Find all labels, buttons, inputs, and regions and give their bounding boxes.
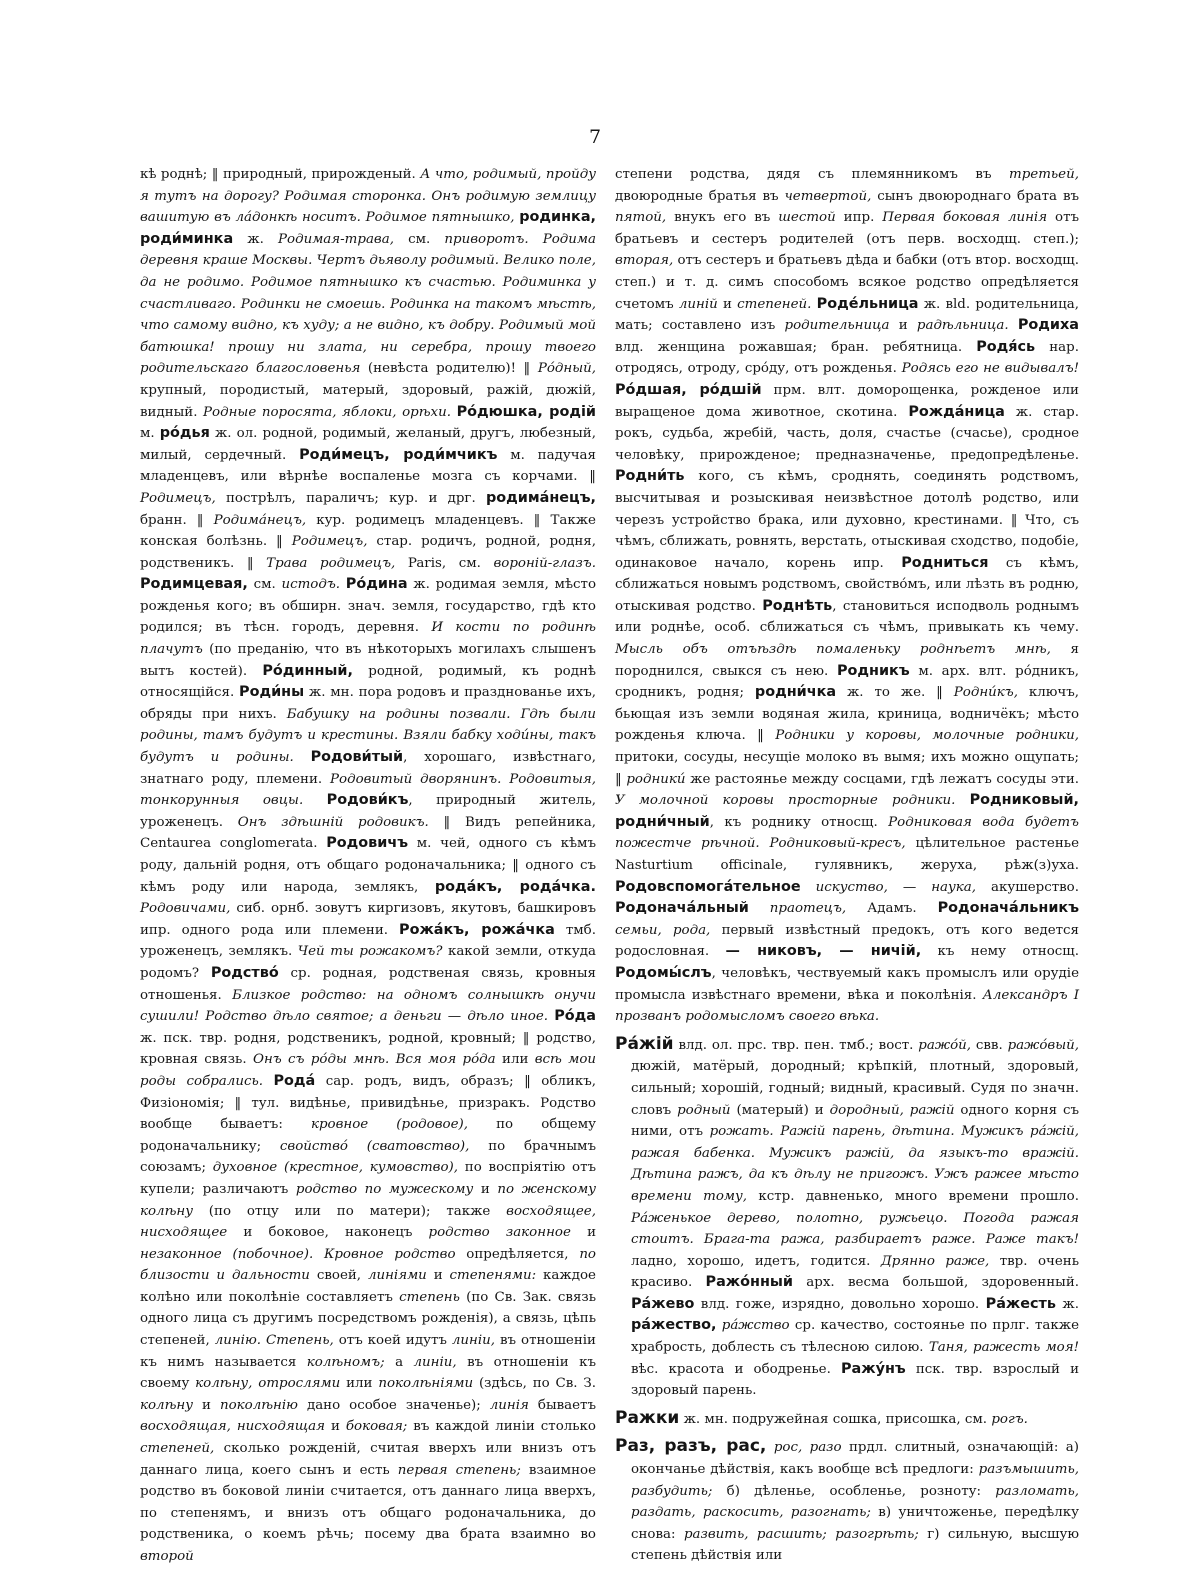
italic-run: восходящее, нисходящее xyxy=(140,1203,596,1241)
italic-run: Чей ты рожакомъ? xyxy=(297,944,443,960)
italic-run: колѣну, отрослями xyxy=(195,1376,341,1392)
text-run: ж. мн. пора родовъ и празднованье ихъ, обряды при нихъ. xyxy=(140,685,596,722)
italic-run: Родные поросята, яблоки, орѣхи. xyxy=(203,404,451,420)
text-run: цѣлительное растенье Nasturtium officinale, гулявникъ, жеруха, рѣж(з)уха. xyxy=(615,836,1079,873)
text-run xyxy=(1009,318,1018,333)
text-run: и xyxy=(570,1225,596,1241)
headword: Родни́ть xyxy=(615,468,685,485)
text-run: и xyxy=(324,1419,346,1435)
headword: Ражки xyxy=(615,1407,680,1428)
text-run: б) дѣленье, особленье, розноту: xyxy=(712,1483,996,1499)
headword: Родниться xyxy=(901,554,989,571)
headword: Ра́жій xyxy=(615,1033,674,1054)
text-run: г) сильную, высшую степень дѣйствія или xyxy=(631,1526,1079,1564)
headword: Родонача́льный xyxy=(615,900,749,917)
italic-run: рос, разо xyxy=(773,1440,842,1456)
italic-run: приворотъ. Родима деревня краше Москвы. Чертъ дьяволу родимый. Велико поле, да не родимо. Родимое пятнышко къ счастью. Родиминка у счастливаго. Родинки не смоешь. Родинка на такомъ мѣстѣ, что самому видно, къ худу; а не видно, къ добру. Родимый мой батюшка! прошу ни злата, ни серебра, прошу твоего родительскаго благословенья xyxy=(140,231,596,377)
italic-run: Онъ съ ро́ды мнѣ. Вся моя ро́да xyxy=(252,1052,496,1068)
text-run: (по Св. Зак. связь одного лица съ другимъ посредствомъ рожденія), а связь, цѣпь степеней, xyxy=(140,1289,596,1349)
italic-run: четвертой, xyxy=(784,188,872,204)
text-run: съ кѣмъ, сближаться новымъ родствомъ, свойство́мъ, или лѣзть въ родню, отыскивая родство. xyxy=(615,555,1080,614)
text-run: свв. xyxy=(971,1037,1008,1053)
text-run xyxy=(263,1074,273,1089)
italic-run: Бабушку на родины позвали. Гдѣ были родины, тамъ будутъ и крестины. Взяли бабку ходи́ны, такъ будутъ и родины. xyxy=(140,706,597,766)
italic-run: Ра́женькое дерево, полотно, ружьецо. Погода ражая стоитъ. Брага-та ража, разбираетъ раже. Раже такъ! xyxy=(631,1210,1079,1248)
headword: Роди́мецъ, роди́мчикъ xyxy=(299,446,498,463)
italic-run: праотецъ, xyxy=(769,901,847,917)
italic-run: ра́жство xyxy=(721,1318,790,1334)
italic-run: степеней. xyxy=(737,296,812,312)
text-run: и боковое, наконецъ xyxy=(227,1225,429,1241)
text-run: в) уничтоженье, передѣлку снова: xyxy=(631,1505,1079,1542)
italic-run: степенями: xyxy=(449,1268,537,1284)
headword: рода́къ, рода́чка. xyxy=(434,878,596,895)
headword: Родниковый, родни́чный xyxy=(615,792,1079,830)
text-run xyxy=(749,901,770,916)
italic-run: первая степень; xyxy=(397,1462,521,1478)
text-run: влд. ол. прс. твр. пен. тмб.; вост. xyxy=(673,1037,919,1053)
text-run: кѣ роднѣ; ‖ природный, прирожденый. xyxy=(140,167,421,182)
text-run: , къ роднику относщ. xyxy=(709,814,889,830)
text-run: по общему родоначальнику; xyxy=(140,1117,597,1154)
text-run: бываетъ xyxy=(528,1397,596,1413)
headword: родни́чка xyxy=(754,684,837,701)
text-run xyxy=(766,1440,773,1455)
text-run xyxy=(303,793,326,808)
text-run: см. xyxy=(247,577,282,593)
headword: Рода́ xyxy=(273,1072,316,1089)
italic-run: колѣномъ; xyxy=(306,1354,385,1370)
text-run: каждое колѣно или поколѣніе составляетъ xyxy=(140,1268,596,1305)
text-run: дано особое значенье); xyxy=(297,1397,490,1413)
text-run: ср. родная, родственая связь, кровныя отношенья. xyxy=(140,965,596,1003)
text-run: или xyxy=(495,1052,535,1068)
headword: Родникъ xyxy=(836,662,910,679)
text-run: притоки, сосуды, несущіе молоко въ вымя; ихъ можно ощупать; ‖ xyxy=(615,750,1079,787)
text-run: отъ сестеръ и братьевъ дѣда и бабки (отъ втор. восходщ. степ.) и т. д. симъ способомъ всякое родство опредѣляется счетомъ xyxy=(615,253,1079,312)
text-run: ладно, хорошо, идетъ, годится. xyxy=(631,1253,881,1269)
italic-run: восходящая, нисходящая xyxy=(140,1419,325,1435)
text-run: своей, xyxy=(309,1268,368,1284)
text-run: кого, съ кѣмъ, сроднять, соединять родствомъ, высчитывая и розыскивая неизвѣстное дотолѣ родство, или черезъ устройство брака, или духовно, крестинами. ‖ Что, съ чѣмъ, сближать, ровнять, верстать, отыскивая сходство, подобіе, одинаковое начало, корень ипр. xyxy=(615,469,1079,571)
entry-razhki xyxy=(615,1408,1079,1431)
italic-run: линіями xyxy=(367,1268,427,1284)
italic-run: боковая; xyxy=(345,1419,408,1435)
text-run: взаимное родство въ боковой линіи считается, отъ даннаго лица вверхъ, по степенямъ, и внизъ отъ общаго родоначальника, до родственика, о коемъ рѣчь; посему два брата взаимно во xyxy=(140,1462,596,1543)
text-run: ср. качество, состоянье по прлг. также храбрость, доблесть съ тѣлесною силою. xyxy=(631,1318,1079,1356)
text-run: влд. гоже, изрядно, довольно хорошо. xyxy=(694,1296,986,1312)
italic-run: линіи, xyxy=(413,1354,457,1370)
text-run: и xyxy=(473,1181,498,1197)
text-run: ключъ, бьющая изъ земли водяная жила, криница, водничёкъ; мѣсто рожденья ключа. ‖ xyxy=(615,685,1079,744)
text-run: въ отношеніи къ своему xyxy=(140,1354,596,1392)
paragraph-rodstvo-entries xyxy=(615,164,1079,1028)
italic-run: родство по мужескому xyxy=(295,1181,474,1197)
headword: Ро́дюшка, родій xyxy=(456,403,596,420)
italic-run: У молочной коровы просторные родники. xyxy=(615,793,956,809)
headword: Ражу́нъ xyxy=(840,1360,906,1377)
text-run: ‖ Видъ репейника, Centaurea conglomerata. xyxy=(140,814,596,852)
italic-run: Родимецъ, xyxy=(140,490,216,506)
italic-run: родство законное xyxy=(428,1225,571,1241)
headword: Ражо́нный xyxy=(705,1274,793,1291)
headword: Ра́жесть xyxy=(985,1295,1056,1312)
italic-run: ражо́й, xyxy=(918,1037,972,1053)
headword: Родови́тый xyxy=(310,749,404,766)
text-run: двоюродные братья въ xyxy=(615,188,785,204)
text-run: кур. родимецъ младенцевъ. ‖ Также конская болѣзнь. ‖ xyxy=(140,512,596,550)
italic-run: Первая боковая линія xyxy=(882,210,1048,226)
italic-run: разъмышить, разбудить; xyxy=(631,1462,1079,1499)
italic-run: по близости и дальности xyxy=(140,1246,596,1284)
text-run: влд. женщина рожавшая; бран. ребятница. xyxy=(615,339,977,355)
italic-run: вторая, xyxy=(615,253,674,269)
italic-run: духовное (крестное, кумовство), xyxy=(212,1160,458,1176)
text-run: см. xyxy=(393,231,445,247)
italic-run: Онъ здѣшній родовикъ. xyxy=(237,814,429,830)
italic-run: Трава родимецъ, xyxy=(266,555,396,571)
text-run: , природный житель, уроженецъ. xyxy=(140,793,596,830)
headword: Рожда́ница xyxy=(908,403,1005,420)
text-run: первый извѣстный предокъ, отъ кого ведется родословная. xyxy=(615,922,1079,960)
text-run: (матерый) и xyxy=(730,1102,830,1118)
italic-run: второй xyxy=(140,1549,194,1564)
headword: Ро́динный, xyxy=(262,662,353,679)
italic-run: дородный, ражій xyxy=(829,1102,955,1118)
text-run: внукъ его въ xyxy=(666,210,779,226)
text-run xyxy=(294,750,311,765)
italic-run: родительница xyxy=(784,318,890,334)
italic-run: шестой xyxy=(778,210,836,226)
headword: Роде́льница xyxy=(816,295,919,312)
text-run: , хорошаго, извѣстнаго, знатнаго роду, племени. xyxy=(140,750,596,787)
italic-run: рогъ. xyxy=(991,1411,1028,1427)
text-run: и xyxy=(426,1268,450,1284)
text-run: одного корня съ ними, отъ xyxy=(631,1102,1080,1140)
headword: Родство́ xyxy=(210,964,279,981)
text-run xyxy=(313,1247,324,1262)
text-run: я породнился, свыкся съ нею. xyxy=(615,642,1079,679)
italic-run: Родясь его не видывалъ! xyxy=(901,361,1080,377)
text-run: и xyxy=(717,296,738,312)
text-run: сиб. орнб. зовутъ киргизовъ, якутовъ, башкировъ ипр. одного рода или племени. xyxy=(140,901,596,938)
italic-run: Мысль объ отъѣздѣ помаленьку роднѣетъ мнѣ, xyxy=(615,642,1051,658)
headword: Родиха xyxy=(1017,317,1079,334)
text-run: , становиться исподволь роднымъ или роднѣе, особ. сближаться съ чѣмъ, привыкать къ чему. xyxy=(615,598,1079,636)
text-run: ж. мн. подружейная сошка, присошка, см. xyxy=(679,1411,992,1427)
text-run: и xyxy=(889,318,917,334)
text-run: пострѣлъ, параличъ; кур. и дрг. xyxy=(215,490,486,506)
italic-run: искуство, — наука, xyxy=(815,879,977,895)
italic-run: по женскому колѣну xyxy=(140,1181,596,1219)
italic-run: линія xyxy=(489,1397,529,1413)
text-run: акушерство. xyxy=(976,879,1079,895)
headword: Раз, разъ, рас, xyxy=(615,1436,767,1457)
text-run: по воспріятію отъ купели; различаютъ xyxy=(140,1160,596,1197)
italic-run: третьей, xyxy=(1009,167,1079,182)
italic-run: Дрянно раже, xyxy=(880,1253,990,1269)
italic-run: развить, расшить; разогрѣть; xyxy=(683,1526,919,1542)
text-run: сар. родъ, видъ, образъ; ‖ обликъ, Физіономія; ‖ тул. видѣнье, привидѣнье, призракъ. Родство вообще бываетъ: xyxy=(140,1073,596,1133)
italic-run: рожать. xyxy=(709,1124,774,1140)
text-run: пск. твр. взрослый и здоровый парень. xyxy=(631,1361,1079,1399)
text-run: сынъ двоюроднаго брата въ xyxy=(871,188,1079,204)
italic-run: Родни́къ, xyxy=(953,685,1018,701)
text-run: ж. то же. ‖ xyxy=(836,685,954,701)
text-run: по брачнымъ союзамъ; xyxy=(140,1138,596,1176)
italic-run: разломать, раздать, раскосить, разогнать; xyxy=(631,1483,1079,1521)
italic-run: радѣльница. xyxy=(916,318,1009,334)
headword: Роди́ны xyxy=(239,684,305,701)
paragraph-rodina-entries xyxy=(140,164,596,1568)
text-run: ж. вld. родительница, мать; составлено изъ xyxy=(615,296,1079,334)
text-run: въ каждой линіи столько xyxy=(407,1419,596,1435)
page-number: 7 xyxy=(588,126,603,148)
text-run: твр. очень красиво. xyxy=(631,1253,1079,1291)
italic-run: линіи, xyxy=(451,1333,496,1349)
headword: Рожа́къ, рожа́чка xyxy=(399,921,555,938)
italic-run: воронiй-глазъ. xyxy=(493,555,596,571)
text-run: ж. ол. родной, родимый, желаный, другъ, любезный, милый, сердечный. xyxy=(140,426,596,463)
text-run: нар. отродясь, отроду, сро́ду, отъ рожденья. xyxy=(615,339,1079,377)
italic-run: Родимая-трава, xyxy=(278,231,394,247)
text-run: ж. стар. рокъ, судьба, жребій, часть, доля, счастье (счасье), сродное человѣку, прирожденое; предназначенье, предопредѣленье. xyxy=(615,404,1079,463)
text-run xyxy=(955,793,969,808)
italic-run: Родовитый дворянинъ. Родовитыя, тонкорунныя овцы. xyxy=(140,771,596,809)
italic-run: Кровное родство xyxy=(323,1246,456,1262)
text-run: крупный, породистый, матерый, здоровый, ражій, дюжій, видный. xyxy=(140,382,596,420)
text-run: (по отцу или по матери); также xyxy=(193,1203,507,1219)
headword: ро́дья xyxy=(159,425,210,442)
text-run: , человѣкъ, чествуемый какъ промыслъ или орудіе промысла извѣстнаго времени, вѣка и поколѣнія. xyxy=(615,965,1079,1003)
text-run xyxy=(801,880,816,895)
text-run: тмб. уроженецъ, землякъ. xyxy=(140,922,596,960)
text-run: кстр. давненько, много времени прошло. xyxy=(747,1188,1079,1204)
italic-run: родный xyxy=(677,1102,731,1118)
italic-run: колѣну xyxy=(140,1397,193,1413)
headword: Родовспомога́тельное xyxy=(615,878,801,895)
italic-run: Александръ I прозванъ родомысломъ своего вѣка. xyxy=(615,987,1080,1025)
headword: Родови́къ xyxy=(326,792,409,809)
text-run: м. падучая младенцевъ, или вѣрнѣе воспаленье мозга съ корчами. ‖ xyxy=(140,447,596,485)
italic-run: степеней, xyxy=(140,1441,215,1457)
italic-run: поколѣніями xyxy=(378,1376,474,1392)
italic-run: Таня, ражесть моя! xyxy=(928,1340,1079,1356)
italic-run: истодъ. xyxy=(281,577,341,593)
headword: Родовичъ xyxy=(326,835,409,852)
text-run: опредѣляется, xyxy=(455,1246,580,1262)
right-column xyxy=(615,164,1080,1564)
italic-run: пятой, xyxy=(615,210,667,226)
headword: Ра́жево xyxy=(631,1295,695,1312)
italic-run: поколѣнію xyxy=(219,1397,298,1413)
headword: Родя́сь xyxy=(976,338,1036,355)
headword: — никовъ, — ничій, xyxy=(725,943,922,960)
text-run: ж. родимая земля, мѣсто рожденья кого; въ обширн. знач. земля, государство, гдѣ кто родился; въ тѣсн. городъ, деревня. xyxy=(140,577,597,636)
text-run: бранн. ‖ xyxy=(140,512,214,528)
text-run: стар. родичъ, родной, родня, родственикъ. ‖ xyxy=(140,534,596,571)
headword: Ро́дина xyxy=(345,576,408,593)
italic-run: семьи, рода, xyxy=(615,922,711,938)
text-run: дюжій, матёрый, дородный; крѣпкій, плотный, здоровый, сильный; хорошій, годный; видный, красивый. Судя по значн. словъ xyxy=(631,1059,1079,1118)
text-run: какой земли, откуда родомъ? xyxy=(140,944,596,981)
italic-run: Родовичами, xyxy=(140,901,231,917)
text-run: (невѣста родителю)! ‖ xyxy=(360,361,538,377)
text-run: къ нему относщ. xyxy=(921,944,1079,960)
italic-run: линію. xyxy=(214,1333,261,1349)
text-run: ипр. xyxy=(835,210,883,226)
text-run: (здѣсь, по Св. З. xyxy=(473,1376,597,1392)
italic-run: степень xyxy=(399,1289,460,1305)
text-run: м. xyxy=(140,426,160,442)
text-run: въ отношеніи къ нимъ называется xyxy=(140,1333,596,1370)
text-run: прдл. слитный, означающій: а) окончанье дѣйствія, какъ вообще всѣ предлоги: xyxy=(631,1440,1080,1478)
text-run: Paris, см. xyxy=(395,555,494,571)
text-run: и xyxy=(193,1397,220,1413)
text-run: вѣс. красота и ободренье. xyxy=(631,1361,841,1377)
headword: Родонача́льникъ xyxy=(937,900,1080,917)
text-run: м. чей, одного съ кѣмъ роду, дальній родня, отъ общаго родоначальника; ‖ одного съ кѣмъ роду или народа, землякъ, xyxy=(140,836,596,895)
text-run: (по преданію, что въ нѣкоторыхъ могилахъ слышенъ вытъ костей). xyxy=(140,642,596,679)
text-run: ж. xyxy=(1055,1296,1079,1312)
left-column xyxy=(140,164,597,1564)
headword: Роднѣть xyxy=(762,597,833,614)
italic-run: незаконное (побочное). xyxy=(140,1246,314,1262)
text-run: арх. весма большой, здоровенный. xyxy=(792,1275,1079,1291)
italic-run: И кости по родинѣ плачутъ xyxy=(140,620,596,658)
italic-run: Родимецъ, xyxy=(291,534,368,550)
italic-run: кровное (родовое), xyxy=(310,1117,468,1133)
text-run: сколько рожденій, считая вверхъ или внизъ отъ даннаго лица, коего сынъ и есть xyxy=(140,1441,596,1478)
entry-raz xyxy=(615,1436,1079,1567)
text-run: м. арх. влт. ро́дникъ, сродникъ, родня; xyxy=(615,663,1079,701)
text-run: ж. xyxy=(233,231,279,247)
headword: родинка, роди́минка xyxy=(140,209,596,247)
italic-run: Ражій парень, дѣтина. Мужикъ ра́жій, ражая бабенка. Мужикъ ражій, да языкъ-то вражій. Дѣтина ражъ, да къ дѣлу не пригожъ. Ужъ ражее мѣсто времени тому, xyxy=(631,1124,1079,1204)
text-run: отъ братьевъ и сестеръ родителей (отъ перв. восходщ. степ.); xyxy=(615,210,1079,247)
headword: родима́нецъ, xyxy=(485,489,596,506)
italic-run: свойство́ (сватовство), xyxy=(279,1138,470,1154)
italic-run: Родниковая вода будетъ пожестче рѣчной. Родниковый-кресъ, xyxy=(615,814,1079,852)
italic-run: Родима́нецъ, xyxy=(213,512,307,528)
text-run: степени родства, дядя съ племянникомъ въ xyxy=(615,167,1009,182)
text-run: отъ коей идутъ xyxy=(333,1333,452,1349)
headword: ра́жество, xyxy=(631,1317,717,1334)
entry-razhiy xyxy=(615,1034,1079,1402)
headword: Родомы́слъ xyxy=(615,964,712,981)
text-run: или xyxy=(340,1376,379,1392)
text-run: прм. влт. доморощенка, рожденое или выращеное дома животное, скотина. xyxy=(615,382,1079,420)
text-run: а xyxy=(384,1354,414,1370)
text-run: же растоянье между сосцами, гдѣ лежатъ сосуды эти. xyxy=(685,771,1079,787)
italic-run: ражо́вый, xyxy=(1007,1037,1079,1053)
text-run: Адамъ. xyxy=(846,901,938,917)
italic-run: Степень, xyxy=(265,1333,334,1349)
headword: Ро́да xyxy=(554,1008,596,1025)
headword: Ро́дшая, ро́дшій xyxy=(615,381,762,398)
italic-run: Близкое родство: на одномъ солнышкѣ онучи сушили! Родство дѣло святое; а деньги — дѣло иное. xyxy=(140,987,596,1025)
italic-run: А что, родимый, пройду я тутъ на дорогу? Родимая сторонка. Онъ родимую землицу вашитую въ ла́донкѣ носитъ. Родимое пятнышко, xyxy=(140,167,596,226)
italic-run: Ро́дный, xyxy=(537,361,596,377)
headword: Родимцевая, xyxy=(140,576,248,593)
italic-run: линій xyxy=(678,296,718,312)
italic-run: родники́ xyxy=(626,771,686,787)
italic-run: всѣ мои роды собрались. xyxy=(140,1052,597,1089)
text-run: ж. пск. твр. родня, родственикъ, родной, кровный; ‖ родство, кровная связь. xyxy=(140,1030,596,1068)
text-run: родной, родимый, къ роднѣ относящійся. xyxy=(140,663,596,701)
italic-run: Родники у коровы, молочные родники, xyxy=(775,728,1079,744)
